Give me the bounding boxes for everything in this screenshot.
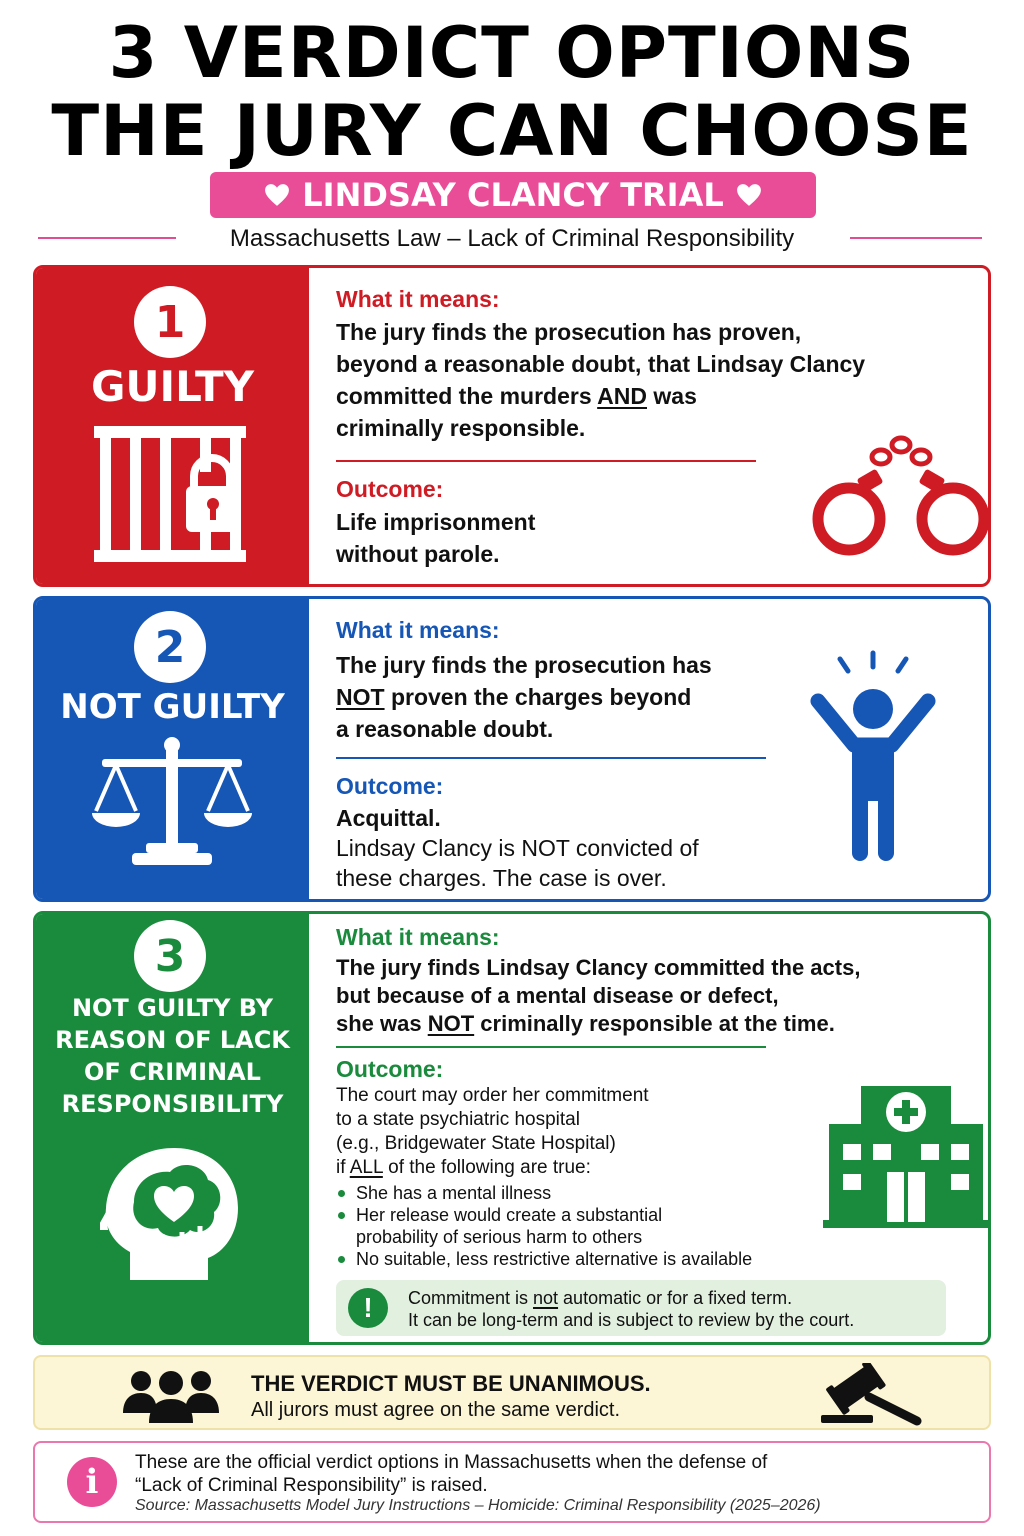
text-run: was (647, 383, 697, 409)
info-line: “Lack of Criminal Responsibility” is raised. (135, 1475, 488, 1496)
head-brain-heart-icon (100, 1140, 246, 1280)
subtitle: Massachusetts Law – Lack of Criminal Responsibility (229, 225, 795, 252)
exclamation-icon: ! (348, 1288, 388, 1328)
emphasis-not: NOT (427, 1011, 475, 1036)
celebrating-person-icon (808, 649, 938, 869)
means-line: criminally responsible. (336, 415, 586, 441)
criteria-list (336, 1182, 806, 1270)
title-line-1: 3 VERDICT OPTIONS (108, 12, 916, 94)
outcome-line: these charges. The case is over. (336, 865, 667, 891)
section-divider (336, 757, 766, 759)
info-icon: i (67, 1457, 117, 1507)
note-line (408, 1287, 854, 1309)
outcome-line: to a state psychiatric hospital (336, 1109, 580, 1130)
note-line: It can be long-term and is subject to review by the court. (408, 1310, 855, 1330)
note-text (408, 1287, 854, 1331)
means-line (336, 1010, 860, 1038)
verdict-panel-not-guilty (36, 599, 309, 899)
jail-lock-icon (94, 426, 254, 562)
outcome-heading: Outcome: (336, 1056, 444, 1082)
heart-icon (736, 183, 762, 207)
outcome-text (336, 506, 535, 570)
outcome-line: without parole. (336, 541, 500, 567)
handcuffs-icon (811, 433, 991, 558)
outcome-text (336, 803, 699, 893)
text-run: automatic or for a fixed term. (558, 1288, 793, 1308)
emphasis-not: NOT (336, 684, 385, 710)
means-line: The jury finds Lindsay Clancy committed the acts, (336, 955, 861, 980)
subtitle-row (0, 222, 1024, 256)
group-of-people-icon (123, 1367, 219, 1423)
means-line (336, 380, 865, 412)
verdict-content (336, 268, 988, 584)
verdict-number: 3 (134, 920, 206, 992)
text-run: if (336, 1157, 350, 1178)
gavel-icon (817, 1363, 927, 1427)
banner-text: LINDSAY CLANCY TRIAL (302, 176, 724, 214)
text-run: committed the murders (336, 383, 598, 409)
text-run: of the following are true: (382, 1157, 591, 1178)
means-line: The jury finds the prosecution has (336, 652, 712, 678)
outcome-line: Acquittal. (336, 805, 441, 831)
text-run: proven the charges beyond (384, 684, 692, 710)
page-title (0, 14, 1024, 170)
divider-right (850, 237, 982, 239)
verdict-label: NOT GUILTY (60, 687, 285, 727)
outcome-heading: Outcome: (336, 476, 444, 502)
section-divider (336, 460, 756, 462)
unanimous-notice (33, 1355, 991, 1430)
means-line: but because of a mental disease or defect, (336, 983, 779, 1008)
trial-banner (210, 172, 816, 218)
outcome-line (336, 1156, 649, 1180)
verdict-label: GUILTY (90, 362, 255, 411)
outcome-heading: Outcome: (336, 773, 444, 799)
verdict-card-ngri (33, 911, 991, 1345)
info-text (135, 1451, 767, 1497)
verdict-card-guilty (33, 265, 991, 587)
verdict-number: 2 (134, 611, 206, 683)
outcome-line: The court may order her commitment (336, 1085, 649, 1106)
emphasis-not: not (533, 1288, 559, 1308)
verdict-label-line: OF CRIMINAL (84, 1058, 261, 1086)
verdict-content (336, 914, 988, 1342)
outcome-text (336, 1084, 649, 1180)
list-item: Her release would create a substantial (336, 1204, 806, 1226)
means-heading: What it means: (336, 617, 500, 643)
means-line (336, 681, 712, 713)
list-item: She has a mental illness (336, 1182, 806, 1204)
verdict-panel-ngri (36, 914, 309, 1342)
outcome-line: Lindsay Clancy is NOT convicted of (336, 835, 699, 861)
means-text (336, 649, 712, 745)
scales-of-justice-icon (92, 735, 252, 867)
means-text (336, 954, 860, 1038)
verdict-number: 1 (134, 286, 206, 358)
unanimous-title: THE VERDICT MUST BE UNANIMOUS. (251, 1371, 651, 1396)
heart-icon (264, 183, 290, 207)
source-citation: Source: Massachusetts Model Jury Instructions – Homicide: Criminal Responsibility (2025–2026) (135, 1497, 821, 1514)
verdict-label (36, 992, 309, 1120)
emphasis-all: ALL (349, 1157, 383, 1178)
text-run: Commitment is (408, 1288, 534, 1308)
section-divider (336, 1046, 766, 1048)
means-line: beyond a reasonable doubt, that Lindsay Clancy (336, 351, 866, 377)
verdict-label-line: NOT GUILTY BY (71, 994, 274, 1022)
text-run: she was (336, 1011, 428, 1036)
text-run: criminally responsible at the time. (474, 1011, 835, 1036)
verdict-label-line: REASON OF LACK (55, 1026, 290, 1054)
means-line: The jury finds the prosecution has proven, (336, 319, 802, 345)
means-text (336, 316, 865, 444)
verdict-card-not-guilty (33, 596, 991, 902)
outcome-line: Life imprisonment (336, 509, 536, 535)
emphasis-and: AND (597, 383, 647, 409)
list-item: No suitable, less restrictive alternative is available (336, 1248, 806, 1270)
title-line-2: THE JURY CAN CHOOSE (51, 90, 973, 172)
verdict-panel-guilty (36, 268, 309, 584)
means-heading: What it means: (336, 286, 500, 312)
means-heading: What it means: (336, 924, 500, 950)
means-line: a reasonable doubt. (336, 716, 554, 742)
info-footer (33, 1441, 991, 1523)
unanimous-text: All jurors must agree on the same verdict. (251, 1399, 621, 1421)
verdict-content (336, 599, 988, 899)
outcome-line: (e.g., Bridgewater State Hospital) (336, 1133, 616, 1154)
divider-left (38, 237, 176, 239)
verdict-label-line: RESPONSIBILITY (61, 1090, 284, 1118)
list-item: probability of serious harm to others (356, 1227, 643, 1247)
info-line: These are the official verdict options in Massachusetts when the defense of (135, 1452, 768, 1473)
hospital-icon (821, 1082, 991, 1230)
commitment-note (336, 1280, 946, 1336)
